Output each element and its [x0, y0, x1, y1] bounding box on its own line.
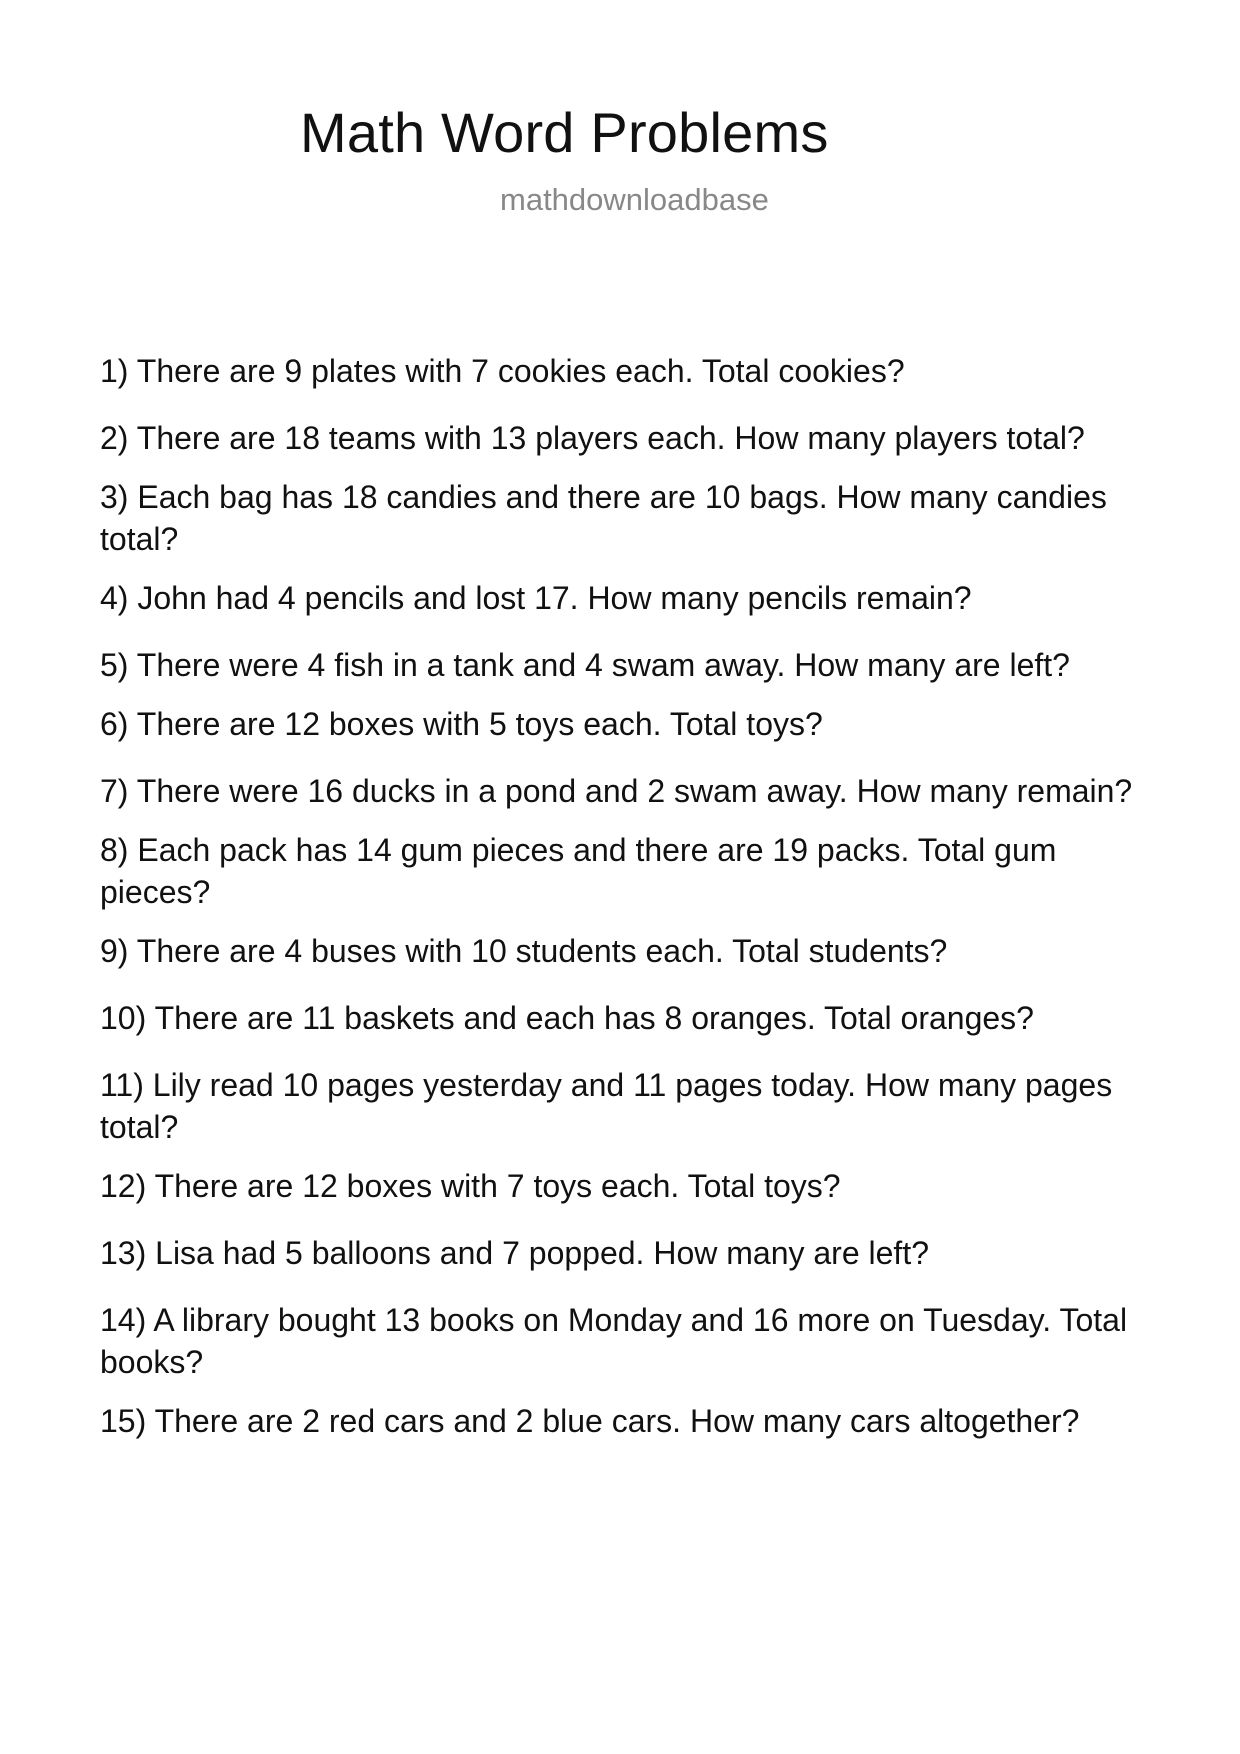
problem-9: 9) There are 4 buses with 10 students each. Total students?	[100, 933, 948, 969]
page-title: Math Word Problems	[300, 101, 829, 164]
problem-4: 4) John had 4 pencils and lost 17. How many pencils remain?	[100, 580, 972, 616]
problem-5: 5) There were 4 fish in a tank and 4 swam away. How many are left?	[100, 647, 1070, 683]
problem-list	[100, 350, 1150, 1459]
problem-3: 3) Each bag has 18 candies and there are 10 bags. How many candies total?	[100, 479, 1107, 557]
problem-2: 2) There are 18 teams with 13 players each. How many players total?	[100, 420, 1085, 456]
problem-11: 11) Lily read 10 pages yesterday and 11 pages today. How many pages total?	[100, 1067, 1113, 1145]
problem-6: 6) There are 12 boxes with 5 toys each. Total toys?	[100, 706, 823, 742]
problem-13: 13) Lisa had 5 balloons and 7 popped. How many are left?	[100, 1235, 929, 1271]
problem-14: 14) A library bought 13 books on Monday and 16 more on Tuesday. Total books?	[100, 1302, 1128, 1380]
problem-15: 15) There are 2 red cars and 2 blue cars. How many cars altogether?	[100, 1403, 1080, 1439]
problem-12: 12) There are 12 boxes with 7 toys each. Total toys?	[100, 1168, 841, 1204]
problem-1: 1) There are 9 plates with 7 cookies each. Total cookies?	[100, 353, 905, 389]
problem-10: 10) There are 11 baskets and each has 8 oranges. Total oranges?	[100, 1000, 1034, 1036]
page-subtitle: mathdownloadbase	[500, 182, 769, 217]
problem-7: 7) There were 16 ducks in a pond and 2 swam away. How many remain?	[100, 773, 1133, 809]
problem-8: 8) Each pack has 14 gum pieces and there are 19 packs. Total gum pieces?	[100, 832, 1057, 910]
